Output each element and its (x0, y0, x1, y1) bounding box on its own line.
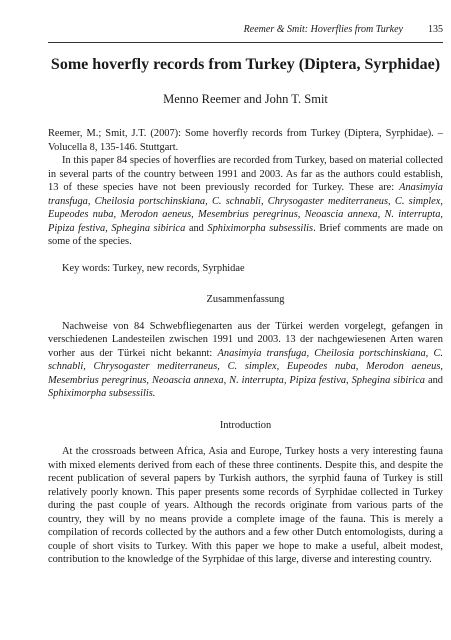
zusammenfassung-heading: Zusammenfassung (206, 294, 285, 305)
introduction-heading: Introduction (219, 419, 272, 431)
abstract-lead: In this paper 84 species of hoverflies are recorded from Turkey, based on material collected in several parts of the country between 1991 and 2003. As far as the authors could establish, 13 of these species have not been previously recorded for Turkey. These are: (48, 155, 443, 193)
abstract-species: Anasimyia transfuga, Cheilosia portschinskiana, C. schnabli, Chrysogaster mediterraneus, C. simplex, Eupeodes nuba, Merodon aeneus, Mesembrius peregrinus, Neoascia annexa, N. interrupta, Pipiza festiva, Sphegina sibirica (48, 182, 443, 234)
zusammenfassung-species: Anasimyia transfuga, Cheilosia portschinskiana, C. schnabli, Chrysogaster mediterraneus, C. simplex, Eupeodes nuba, Merodon aeneus, Mesembrius peregrinus, Neoascia annexa, N. interrupta, Pipiza festiva, Sphegina sibirica (48, 347, 443, 386)
running-head-title: Reemer & Smit: Hoverflies from Turkey (243, 24, 403, 35)
abstract-and: and (185, 222, 208, 234)
abstract (48, 154, 443, 249)
introduction-text: At the crossroads between Africa, Asia and Europe, Turkey hosts a very interesting fauna with mixed elements derived from each of these three continents. Despite this, and despite the recent publication of several papers by Turkish authors, the syrphid fauna of Turkey is still relatively poorly known. This paper presents some records of Syrphidae collected in Turkey during the past couple of years. Although the records originate from various parts of the country, they will by no means provide a complete image of the fauna. This is merely a compilation of records collected by the authors and a few other Dutch entomologists, during a couple of short visits to Turkey. With this paper we hope to make a useful, albeit modest, contribution to the knowledge of the Syrphidae of this large, diverse and interesting country. (48, 446, 443, 565)
zusammenfassung-text (48, 320, 443, 401)
zusammenfassung-last-species: Sphiximorpha subsessilis. (48, 388, 156, 399)
zusammenfassung-and: and (425, 374, 443, 386)
keywords: Key words: Turkey, new records, Syrphidae (62, 262, 245, 274)
citation: Reemer, M.; Smit, J.T. (2007): Some hoverfly records from Turkey (Diptera, Syrphidae). – Volucella 8, 135-146. Stuttgart. (48, 128, 443, 153)
page-number: 135 (428, 24, 443, 35)
authors: Menno Reemer and John T. Smit (163, 92, 328, 106)
zusammenfassung-lead: Nachweise von 84 Schwebfliegenarten aus der Türkei werden vorgelegt, gefangen in verschiedenen Landesteilen zwischen 1991 und 2003. 13 der nachgewiesenen Arten waren vorher aus der Türkei nicht bekannt: (48, 320, 443, 359)
abstract-tail: . Brief comments are made on some of the species. (48, 222, 443, 247)
abstract-last-species: Sphiximorpha subsessilis (207, 222, 314, 234)
paper-body (48, 127, 443, 567)
paper-title: Some hoverfly records from Turkey (Diptera, Syrphidae) (50, 56, 441, 73)
header-rule (48, 42, 443, 43)
